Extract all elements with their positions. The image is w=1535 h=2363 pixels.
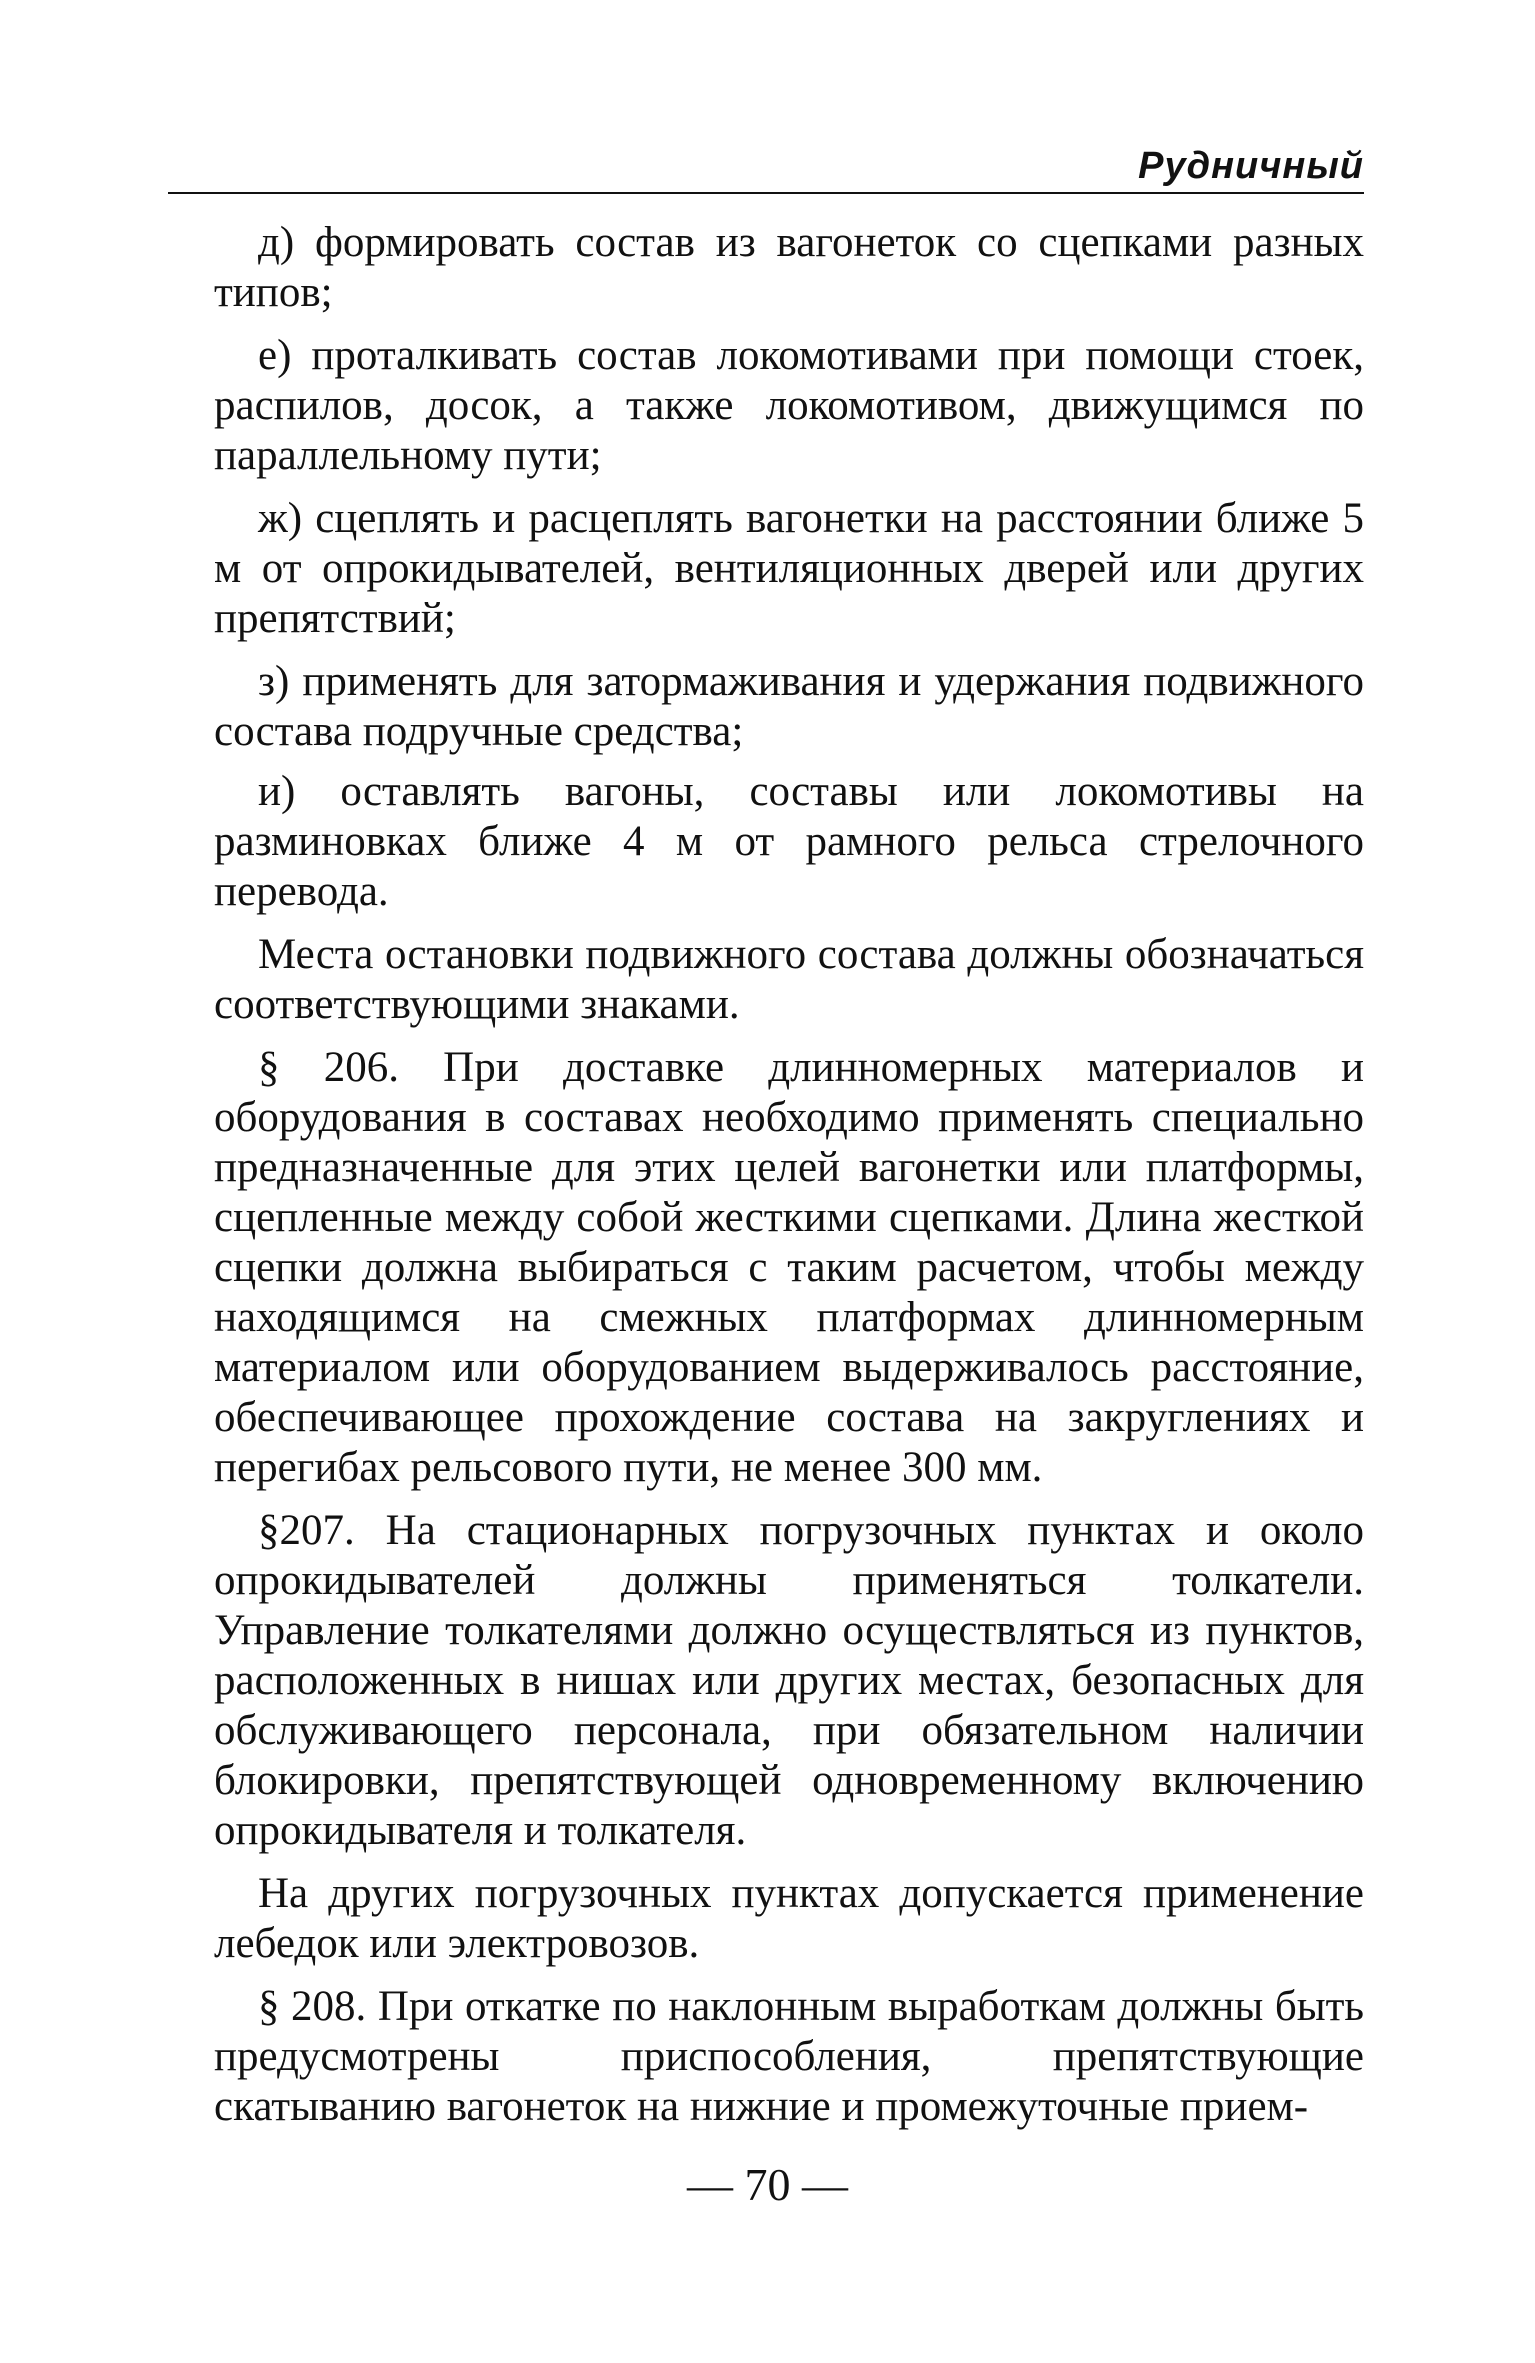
header-rule xyxy=(168,192,1364,194)
paragraph-item-e: е) проталкивать состав локомотивами при помощи стоек, распилов, досок, а также локомотивом, движущимся по параллельному пути; xyxy=(214,332,1364,479)
body-text xyxy=(214,218,1364,2132)
paragraph-stop-places: Места остановки подвижного состава должны обозначаться соответствующими знаками. xyxy=(214,931,1364,1028)
running-head xyxy=(168,144,1364,194)
paragraph-section-207: §207. На стационарных погрузочных пунктах и около опрокидывателей должны применяться толкатели. Управление толкателями должно осуществляться из пунктов, расположенных в нишах или других местах, безопасных для обслуживающего персонала, при обязательном наличии блокировки, препятствующей одновременному включению опрокидывателя и толкателя. xyxy=(214,1507,1364,1854)
paragraph-item-i: и) оставлять вагоны, составы или локомотивы на разминовках ближе 4 м от рамного рельса стрелочного перевода. xyxy=(214,768,1364,915)
running-title: Рудничный xyxy=(1138,145,1364,187)
paragraph-section-206: § 206. При доставке длинномерных материалов и оборудования в составах необходимо применять специально предназначенные для этих целей вагонетки или платформы, сцепленные между собой жесткими сцепками. Длина жесткой сцепки должна выбираться с таким расчетом, чтобы между находящимся на смежных платформах длинномерным материалом или оборудованием выдерживалось расстояние, обеспечивающее прохождение состава на закруглениях и перегибах рельсового пути, не менее 300 мм. xyxy=(214,1044,1364,1491)
paragraph-item-z: з) применять для затормаживания и удержания подвижного состава подручные средства; xyxy=(214,658,1364,755)
paragraph-item-zh: ж) сцеплять и расцеплять вагонетки на расстоянии ближе 5 м от опрокидывателей, вентиляционных дверей или других препятствий; xyxy=(214,495,1364,642)
page-number: — 70 — xyxy=(687,2159,848,2210)
paragraph-section-208: § 208. При откатке по наклонным выработкам должны быть предусмотрены приспособления, препятствующие скатыванию вагонеток на нижние и промежуточные прием- xyxy=(214,1983,1364,2130)
paragraph-item-d: д) формировать состав из вагонеток со сцепками разных типов; xyxy=(214,219,1364,316)
paragraph-other-points: На других погрузочных пунктах допускается применение лебедок или электровозов. xyxy=(214,1870,1364,1967)
